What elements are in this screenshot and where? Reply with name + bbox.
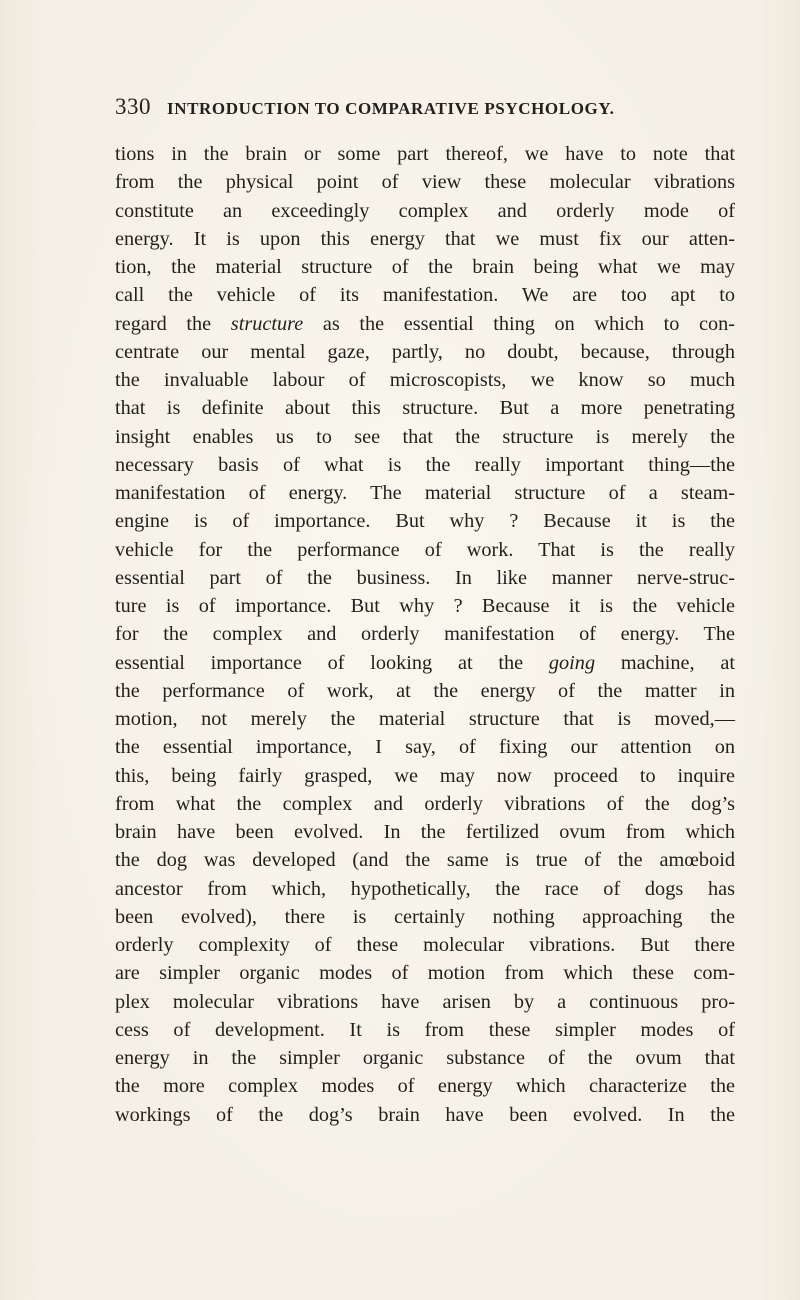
text-line (115, 1072, 735, 1100)
text-segment: the invaluable labour of microscopists, we know so much (115, 369, 735, 391)
text-segment: call the vehicle of its manifestation. We are too apt to (115, 284, 735, 307)
text-segment: machine, at (595, 651, 736, 674)
text-segment: that is definite about this structure. But a more penetrating (115, 397, 735, 420)
text-line (115, 140, 735, 168)
text-segment: the essential importance, I say, of fixing our attention on (115, 736, 735, 759)
text-line (115, 197, 735, 225)
text-line (115, 903, 735, 931)
text-segment: insight enables us to see that the structure is merely the (115, 425, 735, 448)
text-segment: vehicle for the performance of work. That is the really (115, 538, 735, 561)
text-segment: from the physical point of view these molecular vibrations (115, 171, 735, 194)
page-header (115, 94, 735, 124)
text-line (115, 875, 735, 903)
text-line (115, 310, 735, 338)
running-title: INTRODUCTION TO COMPARATIVE PSYCHOLOGY. (167, 99, 615, 118)
text-segment: as the essential thing on which to con- (303, 312, 736, 335)
text-segment: the dog was developed (and the same is true of the amœboid (115, 849, 735, 872)
text-line (115, 988, 735, 1016)
text-line (115, 1016, 735, 1044)
text-segment: regard the (115, 312, 231, 335)
text-segment: centrate our mental gaze, partly, no doubt, because, through (115, 340, 735, 363)
text-segment: from what the complex and orderly vibrations of the dog’s (115, 792, 735, 815)
text-line (115, 168, 735, 196)
text-line (115, 762, 735, 790)
text-line (115, 281, 735, 309)
text-line (115, 1101, 735, 1129)
text-segment: are simpler organic modes of motion from which these com- (115, 962, 735, 985)
page-number: 330 (115, 94, 151, 119)
text-line (115, 423, 735, 451)
text-segment: constitute an exceedingly complex and orderly mode of (115, 199, 735, 222)
text-line (115, 931, 735, 959)
text-line (115, 733, 735, 761)
text-segment: brain have been evolved. In the fertilized ovum from which (115, 821, 735, 843)
text-line (115, 366, 735, 394)
text-segment: ture is of importance. But why ? Because it is the vehicle (115, 595, 735, 617)
text-segment: the more complex modes of energy which characterize the (115, 1075, 735, 1098)
text-line (115, 677, 735, 705)
text-segment: tions in the brain or some part thereof, we have to note that (115, 143, 735, 165)
text-segment: workings of the dog’s brain have been evolved. In the (115, 1103, 735, 1126)
text-line (115, 451, 735, 479)
text-segment: engine is of importance. But why ? Because it is the (115, 510, 735, 533)
text-line (115, 705, 735, 733)
text-line (115, 394, 735, 422)
text-segment: this, being fairly grasped, we may now proceed to inquire (115, 764, 735, 787)
text-line (115, 620, 735, 648)
text-segment: been evolved), there is certainly nothing approaching the (115, 905, 735, 928)
text-line (115, 338, 735, 366)
text-segment: cess of development. It is from these simpler modes of (115, 1018, 735, 1041)
text-line (115, 564, 735, 592)
text-line (115, 592, 735, 620)
text-line (115, 536, 735, 564)
text-segment: energy in the simpler organic substance of the ovum that (115, 1047, 735, 1069)
text-segment: essential part of the business. In like manner nerve-struc- (115, 566, 735, 589)
text-line (115, 1044, 735, 1072)
text-segment: necessary basis of what is the really important thing—the (115, 453, 735, 476)
text-line (115, 790, 735, 818)
text-line (115, 959, 735, 987)
text-line (115, 846, 735, 874)
text-segment: orderly complexity of these molecular vibrations. But there (115, 934, 735, 956)
text-segment: motion, not merely the material structure that is moved,— (115, 708, 735, 730)
italic-text: structure (230, 312, 304, 335)
text-segment: energy. It is upon this energy that we must fix our atten- (115, 227, 735, 250)
text-segment: ancestor from which, hypothetically, the race of dogs has (115, 877, 735, 900)
text-segment: the performance of work, at the energy of the matter in (115, 679, 735, 702)
text-line (115, 818, 735, 846)
text-segment: manifestation of energy. The material structure of a steam- (115, 482, 735, 504)
text-segment: essential importance of looking at the (115, 651, 549, 674)
text-segment: plex molecular vibrations have arisen by a continuous pro- (115, 990, 735, 1013)
text-line (115, 253, 735, 281)
text-line (115, 507, 735, 535)
italic-text: going (548, 651, 596, 674)
text-line (115, 225, 735, 253)
text-line (115, 649, 735, 677)
text-line (115, 479, 735, 507)
text-segment: tion, the material structure of the brain being what we may (115, 256, 735, 278)
text-segment: for the complex and orderly manifestation of energy. The (115, 623, 735, 646)
body-text (115, 140, 735, 1129)
